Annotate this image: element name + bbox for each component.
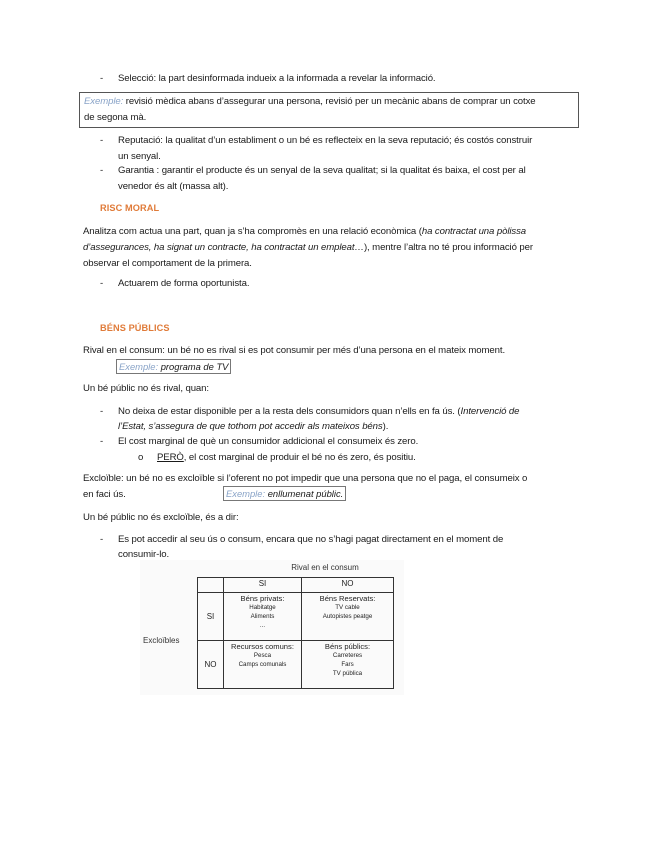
item-es-pot-line-1: Es pot accedir al seu ús o consum, encara que no s’hagi pagat directament en el moment de (118, 534, 504, 545)
risc-para-line-2 (83, 240, 533, 256)
item-reputacio-line-2: un senyal. (118, 151, 161, 162)
dash-bullet: - (100, 436, 104, 447)
rival-line: Rival en el consum: un bé no es rival si es pot consumir per més d’una persona en el mateix moment. (83, 345, 506, 356)
dash-bullet: - (100, 406, 104, 417)
item-oportunista: Actuarem de forma oportunista. (118, 278, 250, 289)
corner-cell (198, 578, 224, 593)
no-excloible-intro: Un bé públic no és excloïble, és a dir: (83, 512, 239, 523)
publics-item: Carreteres (332, 652, 363, 659)
example-text: revisió mèdica abans d’assegurar una persona, revisió per un mecànic abans de comprar un cotxe (123, 96, 536, 107)
example-box (79, 92, 579, 128)
heading-bens-publics: BÉNS PÚBLICS (100, 323, 170, 333)
no-rival-intro: Un bé públic no és rival, quan: (83, 383, 209, 394)
example-label: Exemple: (226, 488, 266, 499)
cell-recursos-comuns (224, 641, 302, 689)
example-enllumenat-box (223, 486, 346, 501)
example-line-1 (84, 94, 536, 110)
pero-text: , el cost marginal de produir el bé no és zero, és positiu. (183, 452, 416, 463)
dash-bullet: - (100, 534, 104, 545)
example-text: programa de TV (158, 361, 229, 372)
dash-bullet: - (100, 165, 104, 176)
row-header-no: NO (198, 641, 224, 689)
publics-title: Béns públics: (324, 642, 371, 651)
item-seleccio: Selecció: la part desinformada indueix a la informada a revelar la informació. (118, 73, 436, 84)
dash-bullet: - (100, 278, 104, 289)
example-line-2: de segona mà. (84, 112, 147, 123)
risc-italic: ha contractat una pòlissa (421, 226, 527, 237)
dash-bullet: - (100, 73, 104, 84)
risc-italic: d’assegurances, ha signat un contracte, ha contractat un empleat… (83, 242, 364, 253)
figure-title: Rival en el consum (291, 563, 359, 572)
item-garantia-line-2: venedor és alt (massa alt). (118, 181, 229, 192)
row-header-si: SI (198, 593, 224, 641)
comuns-item: Camps comunals (238, 661, 287, 668)
sub-bullet-o: o (138, 452, 144, 463)
excloible-line-2: en faci ús. (83, 489, 126, 500)
heading-risc-moral: RISC MORAL (100, 203, 160, 213)
reservats-item: Autopistes peatge (322, 613, 373, 620)
no-deixa-text: ). (382, 421, 389, 432)
privats-item: ... (259, 622, 266, 629)
risc-para-line-1 (83, 224, 526, 240)
row-axis-label: Excloïbles (143, 636, 180, 645)
item-garantia-line-1: Garantia : garantir el producte és un senyal de la seva qualitat; si la qualitat és baixa, el cost per al (118, 165, 526, 176)
cell-bens-privats (224, 593, 302, 641)
comuns-title: Recursos comuns: (231, 642, 294, 651)
risc-text: Analitza com actua una part, quan ja s’ha compromès en una relació econòmica ( (83, 226, 422, 237)
col-header-no: NO (302, 578, 394, 593)
goods-matrix (197, 577, 394, 689)
example-tv-box (116, 359, 231, 374)
risc-para-line-3: observar el comportament de la primera. (83, 258, 252, 269)
item-reputacio-line-1: Reputació: la qualitat d’un establiment o un bé es reflecteix en la seva reputació; és costós construir (118, 135, 533, 146)
no-deixa-italic: Intervenció de (460, 406, 520, 417)
item-no-deixa-line-2 (118, 419, 388, 435)
item-es-pot-line-2: consumir-lo. (118, 549, 170, 560)
sub-item-pero (157, 450, 416, 466)
privats-item: Habitatge (249, 604, 276, 611)
example-label: Exemple: (84, 96, 124, 107)
pero-underlined: PERÒ (157, 452, 184, 463)
no-deixa-text: No deixa de estar disponible per a la resta dels consumidors quan n’ells en fa ús. ( (118, 406, 461, 417)
example-text: enllumenat públic. (265, 488, 344, 499)
dash-bullet: - (100, 135, 104, 146)
risc-text: ), mentre l’altra no té prou informació per (363, 242, 533, 253)
item-no-deixa-line-1 (118, 404, 519, 420)
cell-bens-publics (302, 641, 394, 689)
no-deixa-italic: l’Estat, s’assegura de que tothom pot accedir als mateixos béns (118, 421, 383, 432)
privats-title: Béns privats: (240, 594, 285, 603)
col-header-si: SI (224, 578, 302, 593)
item-cost-marginal: El cost marginal de què un consumidor addicional el consumeix és zero. (118, 436, 419, 447)
reservats-title: Béns Reservats: (319, 594, 376, 603)
comuns-item: Pesca (253, 652, 272, 659)
reservats-item: TV cable (335, 604, 360, 611)
excloible-line-1: Excloïble: un bé no es excloïble si l’oferent no pot impedir que una persona que no el paga, el consumeix o (83, 473, 528, 484)
privats-item: Aliments (250, 613, 275, 620)
publics-item: TV pública (332, 670, 363, 677)
cell-bens-reservats (302, 593, 394, 641)
example-label: Exemple: (119, 361, 159, 372)
publics-item: Fars (341, 661, 354, 668)
